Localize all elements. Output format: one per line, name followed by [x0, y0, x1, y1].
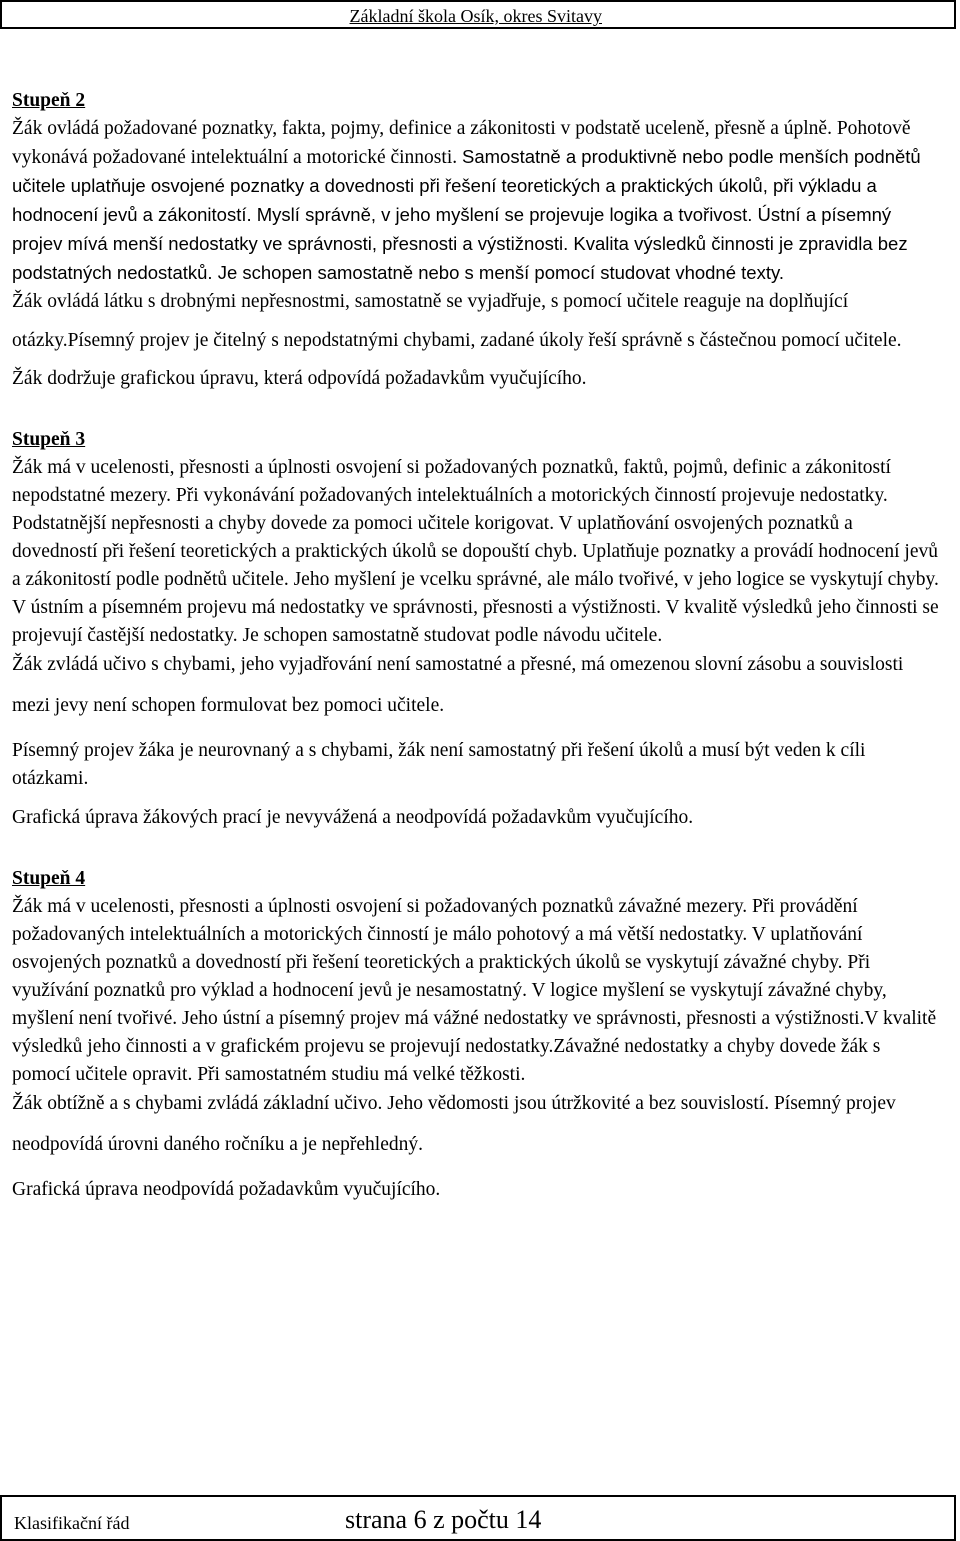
section-gap: [12, 393, 942, 426]
stage-2-title: Stupeň 2: [12, 90, 86, 111]
stage-3-paragraph-3: Grafická úprava žákových prací je nevyvážená a neodpovídá požadavkům vyučujícího.: [12, 807, 694, 828]
stage-2-paragraph-1: Žák ovládá látku s drobnými nepřesnostmi, samostatně se vyjadřuje, s pomocí učitele reaguje na doplňující otázky.Písemný projev je čitelný s nepodstatnými chybami, zadané úkoly řeší správně s částečnou pomocí učitele.: [12, 291, 902, 351]
stage-2-sans-text: Samostatně a produktivně nebo podle menších podnětů učitele uplatňuje osvojené poznatky a dovednosti při řešení teoretických a praktických úkolů, při výkladu a hodnocení jevů a zákonitostí. Myslí správně, v jeho myšlení se projevuje logika a tvořivost. Ústní a písemný projev mívá menší nedostatky ve správnosti, přesnosti a výstižnosti. Kvalita výsledků činnosti je zpravidla bez podstatných nedostatků. Je schopen samostatně nebo s menší pomocí studovat vhodné texty.: [12, 146, 921, 283]
stage-2-section: [12, 87, 942, 393]
stage-3-main-text: Žák má v ucelenosti, přesnosti a úplnosti osvojení si požadovaných poznatků, faktů, pojmů, definic a zákonitostí nepodstatné mezery. Při vykonávání požadovaných intelektuálních a motorických činností projevuje nedostatky. Podstatnější nepřesnosti a chyby dovede za pomoci učitele korigovat. V uplatňování osvojených poznatků a dovedností při řešení teoretických a praktických úkolů se dopouští chyb. Uplatňuje poznatky a provádí hodnocení jevů a zákonitostí podle podnětů učitele. Jeho myšlení je vcelku správné, ale málo tvořivé, v jeho logice se vyskytují chyby. V ústním a písemném projevu má nedostatky ve správnosti, přesnosti a výstižnosti. V kvalitě výsledků jeho činnosti se projevují častější nedostatky. Je schopen samostatně studovat podle návodu učitele.: [12, 457, 939, 646]
stage-3-section: [12, 426, 942, 832]
page-footer: [0, 1495, 956, 1541]
header-title: Základní škola Osík, okres Svitavy: [349, 6, 602, 26]
stage-4-section: [12, 865, 942, 1204]
stage-3-title: Stupeň 3: [12, 429, 86, 450]
document-body: [12, 87, 942, 1204]
stage-3-paragraph-2: Písemný projev žáka je neurovnaný a s chybami, žák není samostatný při řešení úkolů a musí být veden k cíli otázkami.: [12, 740, 866, 789]
stage-4-paragraph-2: Grafická úprava neodpovídá požadavkům vyučujícího.: [12, 1179, 441, 1200]
stage-2-paragraph-2: Žák dodržuje grafickou úpravu, která odpovídá požadavkům vyučujícího.: [12, 368, 587, 389]
footer-page-number: strana 6 z počtu 14: [345, 1505, 542, 1534]
stage-4-title: Stupeň 4: [12, 868, 86, 889]
page-header: [0, 0, 956, 29]
footer-document-name: Klasifikační řád: [14, 1513, 130, 1533]
stage-4-paragraph-1: Žák obtížně a s chybami zvládá základní učivo. Jeho vědomosti jsou útržkovité a bez souvislostí. Písemný projev neodpovídá úrovni daného ročníku a je nepřehledný.: [12, 1093, 896, 1155]
section-gap: [12, 832, 942, 865]
stage-3-paragraph-1: Žák zvládá učivo s chybami, jeho vyjadřování není samostatné a přesné, má omezenou slovní zásobu a souvislosti mezi jevy není schopen formulovat bez pomoci učitele.: [12, 654, 904, 716]
stage-2-intro: Žák ovládá požadované poznatky, fakta, pojmy, definice a zákonitosti v podstatě uceleně, přesně a úplně. Pohotově vykonává požadované intelektuální a motorické činnosti. Samostatně a produktivně nebo podle menších podnětů učitele uplatňuje osvojené poznatky a dovednosti při řešení teoretických a praktických úkolů, při výkladu a hodnocení jevů a zákonitostí. Myslí správně, v jeho myšlení se projevuje logika a tvořivost. Ústní a písemný projev mívá menší nedostatky ve správnosti, přesnosti a výstižnosti. Kvalita výsledků činnosti je zpravidla bez podstatných nedostatků. Je schopen samostatně nebo s menší pomocí studovat vhodné texty.: [12, 118, 921, 283]
stage-4-main-text: Žák má v ucelenosti, přesnosti a úplnosti osvojení si požadovaných poznatků závažné mezery. Při provádění požadovaných intelektuálních a motorických činností je málo pohotový a má větší nedostatky. V uplatňování osvojených poznatků a dovedností při řešení teoretických a praktických úkolů se vyskytují závažné chyby. Při využívání poznatků pro výklad a hodnocení jevů je nesamostatný. V logice myšlení se vyskytují závažné chyby, myšlení není tvořivé. Jeho ústní a písemný projev má vážné nedostatky ve správnosti, přesnosti a výstižnosti.V kvalitě výsledků jeho činnosti a v grafickém projevu se projevují nedostatky.Závažné nedostatky a chyby dovede žák s pomocí učitele opravit. Při samostatném studiu má velké těžkosti.: [12, 896, 937, 1085]
